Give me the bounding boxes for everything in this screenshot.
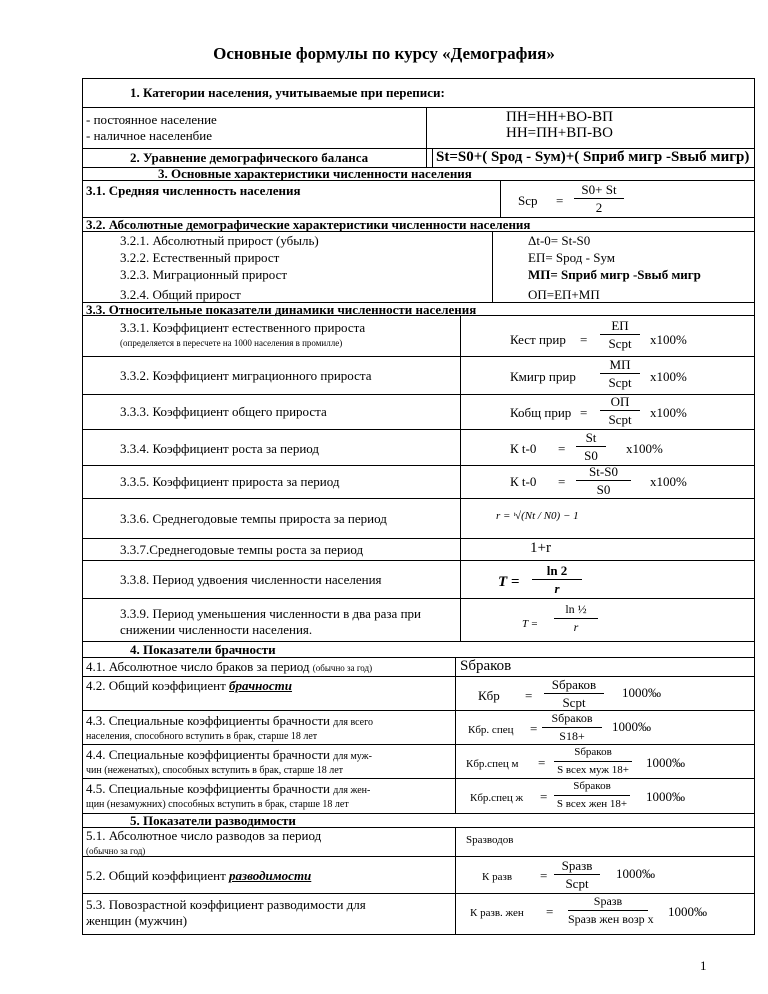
- row-3-3-2: 3.3.2. Коэффициент миграционного прироста: [120, 368, 372, 383]
- row-3-2-1: 3.2.1. Абсолютный прирост (убыль): [120, 233, 319, 248]
- fraction-3-3-9: ln ½ r: [554, 602, 598, 635]
- row-5-1: 5.1. Абсолютное число разводов за период: [86, 828, 322, 843]
- row-5-3: 5.3. Повозрастной коэффициент разводимости для: [86, 897, 366, 912]
- fraction-4-3: Sбраков S18+: [542, 711, 602, 744]
- row-3-3-3: 3.3.3. Коэффициент общего прироста: [120, 404, 327, 419]
- row-3-3: 3.3. Относительные показатели динамики численности населения: [86, 302, 477, 317]
- row-4-1: 4.1. Абсолютное число браков за период (обычно за год): [86, 659, 373, 674]
- section-4-heading: 4. Показатели брачности: [130, 642, 276, 657]
- formula-4-1: Sбраков: [460, 658, 512, 674]
- fraction-4-2: Sбраков Sсрt: [544, 677, 604, 710]
- fraction-5-2: Sразв Sсрt: [554, 858, 600, 891]
- formula-3-3-7: 1+r: [530, 540, 551, 556]
- category-permanent: - постоянное население: [86, 112, 217, 127]
- row-3-2-2: 3.2.2. Естественный прирост: [120, 250, 280, 265]
- row-3-3-9-cont: снижении численности населения.: [120, 622, 313, 637]
- row-3-1: 3.1. Средняя численность населения: [86, 183, 301, 198]
- row-3-3-1: 3.3.1. Коэффициент естественного прироста: [120, 320, 366, 335]
- fraction-3-3-4: St S0: [576, 430, 606, 463]
- fraction-3-3-8: ln 2 r: [532, 563, 582, 596]
- formula-total-growth: ОП=ЕП+МП: [528, 287, 600, 302]
- fraction-4-5: Sбраков S всех жен 18+: [554, 779, 630, 812]
- row-4-5: 4.5. Специальные коэффициенты брачности для жен-: [86, 781, 371, 796]
- row-4-2: 4.2. Общий коэффициент брачности: [86, 678, 293, 693]
- section-3-heading: 3. Основные характеристики численности населения: [158, 166, 472, 181]
- fraction-3-3-5: St-S0 S0: [576, 464, 631, 497]
- row-4-3-cont: населения, способного вступить в брак, старше 18 лет: [86, 731, 318, 742]
- row-5-1-note: (обычно за год): [86, 846, 146, 856]
- avg-pop-fraction: S0+ St 2: [574, 182, 624, 215]
- row-3-2-4: 3.2.4. Общий прирост: [120, 287, 241, 302]
- row-3-3-1-note: (определяется в пересчете на 1000 населения в промилле): [120, 338, 343, 348]
- section-1-heading: 1. Категории населения, учитываемые при переписи:: [130, 85, 445, 100]
- section-2-heading: 2. Уравнение демографического баланса: [130, 150, 369, 165]
- section-5-heading: 5. Показатели разводимости: [130, 813, 296, 828]
- page-title: Основные формулы по курсу «Демография»: [213, 44, 555, 63]
- fraction-3-3-2: МП Sсрt: [600, 357, 640, 390]
- formula-5-1: Sразводов: [466, 834, 514, 846]
- row-3-3-7: 3.3.7.Среднегодовые темпы роста за период: [120, 542, 364, 557]
- balance-equation: St=S0+( Sрод - Sум)+( Sприб мигр -Sвыб мигр): [436, 149, 750, 165]
- row-4-5-cont: щин (незамужних) способных вступить в брак, старше 18 лет: [86, 799, 349, 810]
- row-4-3: 4.3. Специальные коэффициенты брачности для всего: [86, 713, 373, 728]
- row-3-3-5: 3.3.5. Коэффициент прироста за период: [120, 474, 340, 489]
- row-4-4: 4.4. Специальные коэффициенты брачности для муж-: [86, 747, 372, 762]
- row-3-2: 3.2. Абсолютные демографические характеристики численности населения: [86, 217, 531, 232]
- category-present: - наличное населенбие: [86, 128, 213, 143]
- formula-pn: ПН=НН+ВО-ВП: [506, 109, 613, 125]
- formula-natural-growth: ЕП= Sрод - Sум: [528, 250, 615, 265]
- fraction-5-3: Sразв Sразв жен возр x: [568, 894, 654, 926]
- row-5-2: 5.2. Общий коэффициент разводимости: [86, 868, 312, 883]
- formula-abs-growth: Δt-0= St-S0: [528, 233, 591, 248]
- fraction-4-4: Sбраков S всех муж 18+: [554, 745, 632, 778]
- formula-3-3-6: r = ᵗ√(Nt / N0) − 1: [496, 510, 579, 522]
- row-3-3-4: 3.3.4. Коэффициент роста за период: [120, 441, 320, 456]
- page-number: 1: [700, 958, 707, 973]
- fraction-3-3-1: ЕП Sсрt: [600, 318, 640, 351]
- row-5-3-cont: женщин (мужчин): [86, 913, 188, 928]
- formula-migration-growth: МП= Sприб мигр -Sвыб мигр: [528, 267, 701, 282]
- fraction-3-3-3: ОП Sсрt: [600, 394, 640, 427]
- row-3-3-6: 3.3.6. Среднегодовые темпы прироста за период: [120, 511, 387, 526]
- row-4-4-cont: чин (неженатых), способных вступить в брак, старше 18 лет: [86, 765, 344, 776]
- row-3-3-8: 3.3.8. Период удвоения численности населения: [120, 572, 382, 587]
- formula-nn: НН=ПН+ВП-ВО: [506, 125, 613, 141]
- row-3-3-9: 3.3.9. Период уменьшения численности в два раза при: [120, 606, 421, 621]
- avg-pop-lhs: Sср: [518, 193, 538, 208]
- row-3-2-3: 3.2.3. Миграционный прирост: [120, 267, 288, 282]
